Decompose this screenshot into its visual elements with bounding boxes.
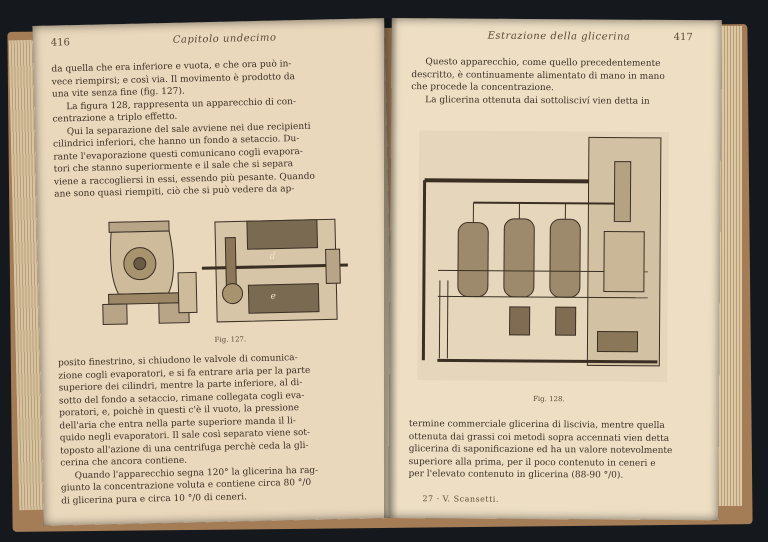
right-running-head: Estrazione della glicerina — [487, 30, 631, 43]
text-line: glicerina di saponificazione ed ha un valore notevolmente — [408, 444, 673, 456]
text-line: quido negli evaporatori. Il sale così separato viene sot- — [59, 427, 311, 444]
text-line: posito finestrino, si chiudono le valvole di comunica- — [57, 353, 298, 369]
left-running-head: Capitolo undecimo — [172, 32, 277, 46]
text-line: ottenuta dai grassi coi metodi sopra accennati vien detta — [408, 431, 670, 444]
figure-128-apparatus — [417, 130, 669, 382]
right-page — [388, 18, 721, 520]
text-line: rante l'evaporazione questi comunicano cogli evapora- — [53, 146, 304, 163]
left-top-text — [51, 56, 372, 201]
text-line: poratori, e, poichè in questi c'è il vuoto, la pressione — [59, 403, 300, 419]
text-line: La figura 128, rappresenta un apparecchio di con- — [66, 96, 297, 112]
text-line: che procede la concentrazione. — [411, 82, 554, 94]
figure-label-e: e — [270, 291, 277, 302]
figure-127-machine — [97, 209, 360, 335]
text-line: cerina che ancora contiene. — [60, 455, 188, 469]
text-line: giunto la concentrazione voluta e contiene circa 80 °/0 — [60, 477, 312, 494]
right-page-number: 417 — [673, 31, 693, 44]
text-line: superiore dei cilindri, mentre la parte inferiore, al di- — [58, 378, 303, 394]
left-page — [32, 18, 395, 526]
left-bottom-text — [58, 350, 379, 507]
text-line: per l'elevato contenuto in glicerina (88-90 °/0). — [408, 469, 624, 481]
figure-127-caption: Fig. 127. — [214, 335, 247, 344]
right-top-text — [411, 56, 701, 108]
text-line: vece riempirsi; e così via. Il movimento è prodotto da — [51, 71, 296, 88]
text-line: Questo apparecchio, come quello precedentemente — [425, 57, 661, 69]
text-line: toposto all'azione di una centrifuga perchè ceda la gli- — [59, 440, 309, 457]
text-line: da quella che era inferiore e vuota, e che ora può in- — [51, 59, 292, 75]
text-line: ane sono quasi riempiti, ciò che si può vedere da ap- — [54, 184, 295, 200]
text-line: La glicerina ottenuta dai sottolisciví vien detta in — [425, 94, 650, 107]
text-line: descritto, è continuamente alimentato di mano in mano — [411, 69, 665, 82]
text-line: Qui la separazione del sale avviene nei due recipienti — [66, 121, 311, 137]
text-line: tori che stanno superiormente e il sale che si separa — [53, 159, 294, 175]
text-line: Quando l'apparecchio segna 120° la glicerina ha rag- — [74, 465, 319, 481]
text-line: termine commerciale glicerina di liscivia, mentre quella — [408, 419, 665, 431]
figure-128-caption: Fig. 128. — [533, 395, 565, 404]
text-line: cilindrici inferiori, che hanno un fondo a setaccio. Du- — [53, 134, 300, 150]
right-page-footer: 27 · V. Scansetti. — [422, 494, 499, 504]
left-page-number: 416 — [50, 37, 71, 49]
text-line: di glicerina pura e circa 10 °/0 di ceneri. — [61, 491, 248, 507]
book-gutter-shadow — [384, 18, 398, 518]
text-line: dell'aria che entra nella parte superiore manda il li- — [59, 415, 296, 432]
figure-label-d: d — [269, 251, 276, 262]
text-line: una vite senza fine (fig. 127). — [51, 86, 185, 100]
text-line: sotto del fondo a setaccio, rimane collegata cogli eva- — [58, 390, 305, 407]
right-bottom-text — [409, 418, 699, 483]
text-line: viene a raccogliersi in essi, essendo più pesante. Quando — [53, 171, 315, 188]
text-line: superiore alla prima, per il poco contenuto in ceneri e — [408, 456, 656, 469]
text-line: centrazione a triplo effetto. — [52, 111, 178, 125]
text-line: zione cogli evaporatori, e si fa entrare aria per la parte — [58, 365, 311, 382]
